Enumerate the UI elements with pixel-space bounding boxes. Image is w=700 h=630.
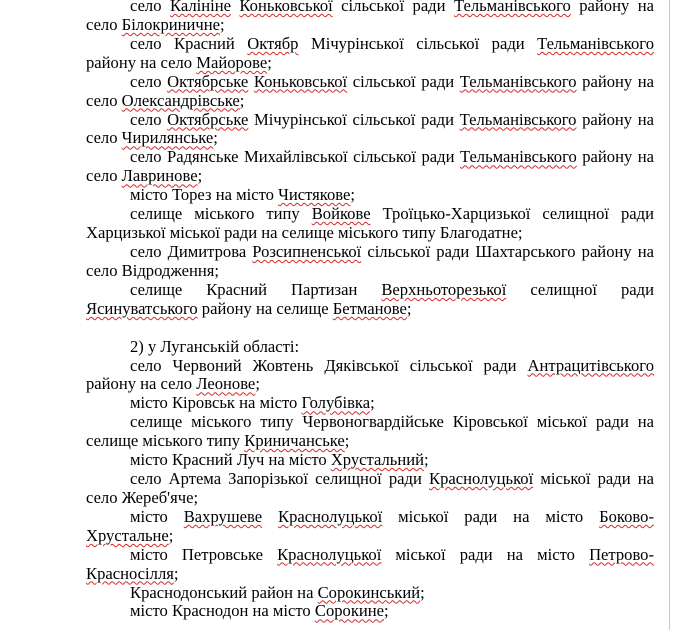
text-line bbox=[86, 394, 654, 413]
text-line bbox=[86, 54, 654, 73]
text-segment: селище міського типу bbox=[130, 204, 312, 224]
text-segment: місто Торез на місто bbox=[130, 185, 279, 205]
spellcheck-word: Войкове bbox=[311, 204, 371, 224]
text-segment: ; bbox=[267, 52, 272, 72]
text-segment: Мічурінської сільської ради bbox=[298, 33, 538, 53]
text-segment: району на село bbox=[86, 374, 197, 394]
text-line bbox=[86, 186, 654, 205]
text-segment: місто Красний Луч на місто bbox=[130, 450, 331, 470]
text-segment: село bbox=[86, 128, 122, 148]
text-segment: село Димитрова bbox=[130, 241, 253, 261]
spellcheck-word: Антрацитівського bbox=[527, 355, 654, 375]
text-line bbox=[86, 243, 654, 262]
spellcheck-word: Коньковської bbox=[239, 0, 333, 15]
text-line bbox=[86, 527, 654, 546]
text-line bbox=[86, 470, 654, 489]
text-segment: району на bbox=[576, 71, 654, 91]
spellcheck-word: Тельманівського bbox=[459, 109, 577, 129]
spellcheck-word: Верхньоторезької bbox=[381, 279, 507, 299]
text-segment: 2) у Луганській області: bbox=[130, 336, 300, 356]
spellcheck-word: Боково- bbox=[599, 506, 654, 526]
spellcheck-word: Хрустальний bbox=[330, 450, 425, 470]
text-segment: сільської ради Шахтарського району на bbox=[361, 241, 654, 261]
text-line bbox=[86, 300, 654, 319]
text-segment: місто Краснодон на місто bbox=[130, 601, 315, 621]
text-segment: ; bbox=[420, 582, 425, 602]
spellcheck-word: Краснолуцької bbox=[278, 506, 383, 526]
text-segment: міської ради на bbox=[533, 469, 654, 489]
spellcheck-word: Голубівка bbox=[301, 393, 371, 413]
spellcheck-word: Криничанське bbox=[244, 431, 345, 451]
spellcheck-word: Тельманівського bbox=[459, 71, 577, 91]
spellcheck-word: Ясинуватського bbox=[86, 298, 198, 318]
text-segment: Мічурінської сільської ради bbox=[248, 109, 460, 129]
text-segment: село Відродження; bbox=[86, 260, 219, 280]
spellcheck-word: Тельманівського bbox=[453, 0, 571, 15]
text-line bbox=[86, 375, 654, 394]
text-segment: місто Петровське bbox=[130, 544, 278, 564]
page-bottom-cut bbox=[0, 626, 670, 630]
text-segment: міської ради на місто bbox=[382, 506, 600, 526]
text-segment: селище Красний Партизан bbox=[130, 279, 382, 299]
text-segment: міської ради на місто bbox=[381, 544, 590, 564]
spellcheck-word: Сорокинський bbox=[317, 582, 421, 602]
text-segment: Краснодонський район на bbox=[130, 582, 318, 602]
text-segment: ; bbox=[239, 90, 245, 110]
spellcheck-word: Октябрське bbox=[167, 109, 249, 129]
text-segment: селище міського типу Червоногвардійське Кіровської міської ради на bbox=[130, 412, 654, 432]
spellcheck-word: Майорове bbox=[196, 52, 268, 72]
spellcheck-word: Бетманове bbox=[332, 298, 407, 318]
spellcheck-word: Сорокине bbox=[314, 601, 385, 621]
text-segment: ; bbox=[213, 128, 218, 148]
text-segment: ; bbox=[255, 374, 260, 394]
text-segment: село bbox=[86, 90, 122, 110]
text-segment: місто Кіровськ на місто bbox=[130, 393, 302, 413]
spellcheck-word: Білокриничне bbox=[121, 14, 220, 34]
text-segment: ; bbox=[168, 525, 174, 545]
text-segment: село Красний bbox=[130, 33, 248, 53]
text-segment: району на село bbox=[86, 52, 197, 72]
text-segment: ; bbox=[424, 450, 429, 470]
spellcheck-word: Чирилянське bbox=[121, 128, 214, 148]
spellcheck-word: Тельманівського bbox=[537, 33, 654, 53]
text-segment: село bbox=[86, 166, 122, 186]
text-segment: Харцизької міської ради на селище міського типу Благодатне; bbox=[86, 223, 523, 243]
text-segment: село Жереб'яче; bbox=[86, 487, 199, 507]
text-line bbox=[86, 546, 654, 565]
text-line bbox=[86, 451, 654, 470]
spellcheck-word: Краснолуцької bbox=[429, 469, 534, 489]
spellcheck-word: Красносілля bbox=[86, 563, 174, 583]
text-segment: село Артема Запорізької селищної ради bbox=[130, 469, 429, 489]
text-line bbox=[86, 602, 654, 621]
text-line bbox=[86, 111, 654, 130]
text-segment bbox=[262, 507, 278, 526]
text-segment: село bbox=[130, 0, 170, 15]
text-segment: Троїцько-Харцизької селищної ради bbox=[370, 204, 654, 224]
blank-line bbox=[86, 319, 654, 338]
text-line bbox=[86, 148, 654, 167]
text-line bbox=[86, 508, 654, 527]
text-segment: селище міського типу bbox=[86, 431, 245, 451]
text-segment: ; bbox=[350, 185, 356, 205]
text-segment: району на bbox=[570, 0, 654, 15]
text-line bbox=[86, 357, 654, 376]
spellcheck-word: Коньковської bbox=[253, 71, 348, 91]
text-segment: району на bbox=[576, 109, 654, 129]
text-line bbox=[86, 224, 654, 243]
text-segment: ; bbox=[370, 393, 375, 413]
text-segment: село bbox=[130, 71, 168, 91]
text-line bbox=[86, 205, 654, 224]
text-segment: ; bbox=[384, 601, 389, 621]
text-segment: сільської ради bbox=[347, 71, 460, 91]
text-segment: району на селище bbox=[197, 298, 333, 318]
spellcheck-word: Калініне bbox=[169, 0, 231, 15]
text-line bbox=[86, 73, 654, 92]
text-segment: ; bbox=[173, 563, 179, 583]
text-line bbox=[86, 432, 654, 451]
text-line bbox=[86, 129, 654, 148]
text-line bbox=[86, 92, 654, 111]
text-line bbox=[86, 565, 654, 584]
spellcheck-word: Краснолуцької bbox=[277, 544, 382, 564]
text-segment: місто bbox=[130, 506, 184, 526]
text-line bbox=[86, 167, 654, 186]
text-segment: село Червоний Жовтень Дяківської сільської ради bbox=[130, 355, 528, 375]
spellcheck-word: Тельманівського bbox=[459, 147, 577, 167]
text-segment: ; bbox=[406, 298, 412, 318]
document-text bbox=[86, 0, 654, 621]
section-heading bbox=[86, 338, 654, 357]
spellcheck-word: Розсипненської bbox=[252, 241, 362, 261]
spellcheck-word: Чистякове bbox=[278, 185, 351, 205]
text-line bbox=[86, 0, 654, 16]
text-line bbox=[86, 413, 654, 432]
text-line bbox=[86, 584, 654, 603]
text-segment: сільської ради bbox=[332, 0, 454, 15]
spellcheck-word: Хрустальне bbox=[86, 525, 169, 545]
spellcheck-word: Лавринове bbox=[121, 166, 198, 186]
text-segment: село bbox=[86, 14, 122, 34]
text-segment: селищної ради bbox=[506, 279, 654, 299]
text-segment: село bbox=[130, 109, 168, 129]
text-segment: село Радянське Михайлівської сільської ради bbox=[130, 147, 460, 167]
text-segment: ; bbox=[197, 166, 203, 186]
text-line bbox=[86, 35, 654, 54]
text-line bbox=[86, 262, 654, 281]
spellcheck-word: Петрово- bbox=[589, 544, 655, 564]
spellcheck-word: Вахрушеве bbox=[183, 506, 263, 526]
text-line bbox=[86, 489, 654, 508]
spellcheck-word: Олександрівське bbox=[121, 90, 240, 110]
window-margin bbox=[670, 0, 700, 630]
spellcheck-word: Октябрське bbox=[167, 71, 249, 91]
spellcheck-word: Леонове bbox=[196, 374, 256, 394]
text-line bbox=[86, 16, 654, 35]
text-segment: ; bbox=[219, 14, 225, 34]
text-segment: ; bbox=[344, 431, 350, 451]
spellcheck-word: Октябр bbox=[247, 33, 299, 53]
text-segment: району на bbox=[576, 147, 655, 167]
text-line bbox=[86, 281, 654, 300]
